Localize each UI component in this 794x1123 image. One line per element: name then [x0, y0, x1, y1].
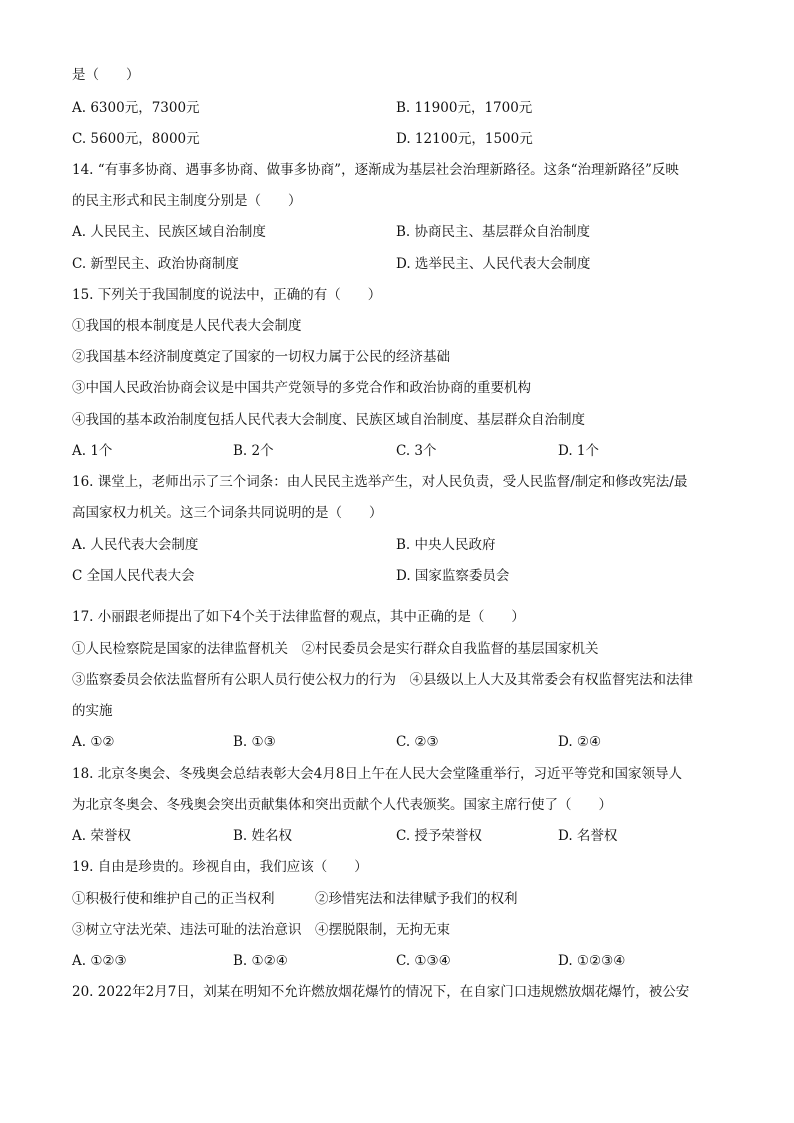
q13-option-c[interactable]: C. 5600元，8000元: [72, 131, 200, 147]
q14-stem-line1: 14. “有事多协商、遇事多协商、做事多协商”，逐渐成为基层社会治理新路径。这条“治理新路径”反映: [72, 162, 679, 178]
q14-option-a[interactable]: A. 人民民主、民族区域自治制度: [72, 224, 266, 240]
q13-option-d[interactable]: D. 12100元，1500元: [396, 131, 533, 147]
q19-stem: 19. 自由是珍贵的。珍视自由，我们应该（ ）: [72, 859, 368, 875]
q16-option-b[interactable]: B. 中央人民政府: [396, 537, 496, 553]
q18-stem-line1: 18. 北京冬奥会、冬残奥会总结表彰大会4月8日上午在人民大会堂隆重举行，习近平等党和国家领导人: [72, 766, 682, 782]
q17-stem: 17. 小丽跟老师提出了如下4个关于法律监督的观点，其中正确的是（ ）: [72, 609, 525, 625]
q17-option-b[interactable]: B. ①③: [233, 734, 276, 750]
q15-stem: 15. 下列关于我国制度的说法中，正确的有（ ）: [72, 287, 382, 303]
q14-option-b[interactable]: B. 协商民主、基层群众自治制度: [396, 224, 591, 240]
q18-option-a[interactable]: A. 荣誉权: [72, 828, 131, 844]
q13-option-a[interactable]: A. 6300元，7300元: [72, 100, 200, 116]
q15-item-1: ①我国的根本制度是人民代表大会制度: [72, 318, 302, 334]
q16-option-a[interactable]: A. 人民代表大会制度: [72, 537, 199, 553]
q19-option-d[interactable]: D. ①②③④: [558, 953, 626, 969]
q15-option-c[interactable]: C. 3个: [396, 443, 437, 459]
q15-option-a[interactable]: A. 1个: [72, 443, 113, 459]
q17-option-a[interactable]: A. ①②: [72, 734, 115, 750]
q18-stem-line2: 为北京冬奥会、冬残奥会突出贡献集体和突出贡献个人代表颁奖。国家主席行使了（ ）: [72, 797, 612, 813]
q15-option-b[interactable]: B. 2个: [233, 443, 274, 459]
q20-stem: 20. 2022年2月7日，刘某在明知不允许燃放烟花爆竹的情况下，在自家门口违规燃放烟花爆竹，被公安: [72, 984, 690, 1000]
q16-option-d[interactable]: D. 国家监察委员会: [396, 568, 510, 584]
q15-option-d[interactable]: D. 1个: [558, 443, 600, 459]
q16-stem-line1: 16. 课堂上，老师出示了三个词条：由人民民主选举产生，对人民负责，受人民监督/制定和修改宪法/最: [72, 474, 688, 490]
q14-stem-line2: 的民主形式和民主制度分别是（ ）: [72, 193, 302, 209]
q15-item-3: ③中国人民政治协商会议是中国共产党领导的多党合作和政治协商的重要机构: [72, 380, 531, 396]
q18-option-d[interactable]: D. 名誉权: [558, 828, 618, 844]
q13-option-b[interactable]: B. 11900元，1700元: [396, 100, 533, 116]
q14-option-c[interactable]: C. 新型民主、政治协商制度: [72, 256, 239, 272]
q17-option-d[interactable]: D. ②④: [558, 734, 602, 750]
q16-stem-line2: 高国家权力机关。这三个词条共同说明的是（ ）: [72, 505, 383, 521]
q17-item-line3: 的实施: [72, 703, 113, 719]
q18-option-c[interactable]: C. 授予荣誉权: [396, 828, 482, 844]
q18-option-b[interactable]: B. 姓名权: [233, 828, 293, 844]
q19-option-c[interactable]: C. ①③④: [396, 953, 451, 969]
q19-item-line1: ①积极行使和维护自己的正当权利 ②珍惜宪法和法律赋予我们的权利: [72, 891, 518, 907]
q15-item-4: ④我国的基本政治制度包括人民代表大会制度、民族区域自治制度、基层群众自治制度: [72, 412, 585, 428]
q15-item-2: ②我国基本经济制度奠定了国家的一切权力属于公民的经济基础: [72, 349, 450, 365]
q17-option-c[interactable]: C. ②③: [396, 734, 439, 750]
q16-option-c[interactable]: C 全国人民代表大会: [72, 568, 195, 584]
q19-item-line2: ③树立守法光荣、违法可耻的法治意识 ④摆脱限制，无拘无束: [72, 922, 450, 938]
q17-item-line2: ③监察委员会依法监督所有公职人员行使公权力的行为 ④县级以上人大及其常委会有权监督宪法和法律: [72, 672, 693, 688]
q19-option-b[interactable]: B. ①②④: [233, 953, 288, 969]
q13-stem-tail: 是（ ）: [72, 67, 140, 83]
q17-item-line1: ①人民检察院是国家的法律监督机关 ②村民委员会是实行群众自我监督的基层国家机关: [72, 641, 599, 657]
q19-option-a[interactable]: A. ①②③: [72, 953, 127, 969]
q14-option-d[interactable]: D. 选举民主、人民代表大会制度: [396, 256, 591, 272]
